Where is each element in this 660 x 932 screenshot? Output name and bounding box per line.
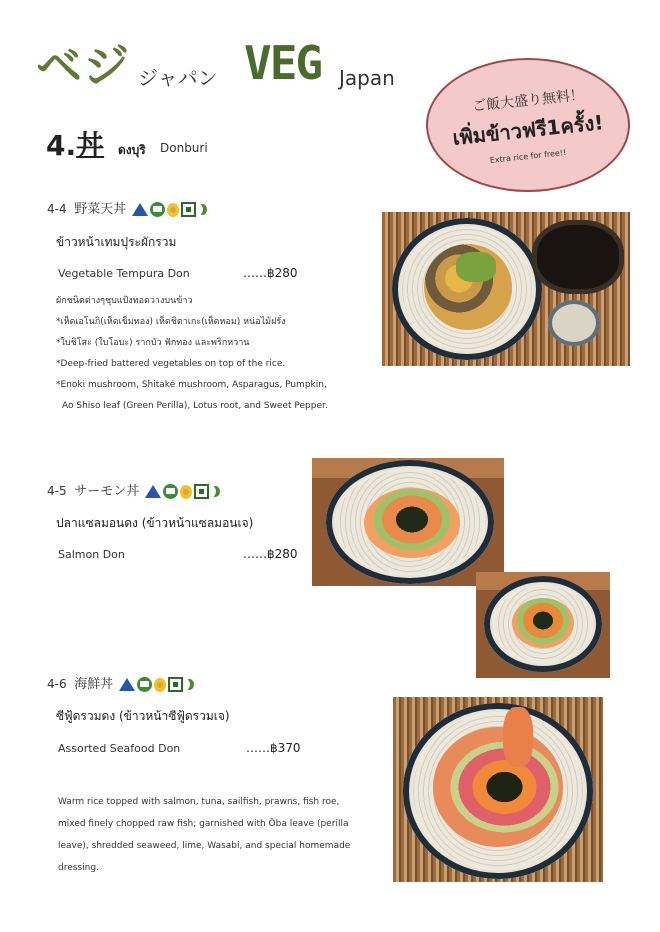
item-tags (119, 677, 194, 692)
item-code: 4-5 (47, 484, 67, 498)
salmon-don-photo (312, 458, 504, 586)
square-badge-icon (194, 484, 209, 499)
moon-icon (211, 486, 220, 497)
desc-line: *ใบชิโสะ (ใบโอบะ) รากบัว ฟักทอง และพริกหวาน (56, 338, 250, 348)
triangle-icon (119, 678, 135, 691)
item-english-name: Salmon Don (58, 548, 125, 561)
item-thai-name: ข้าวหน้าเทมปุระผักรวม (56, 235, 177, 249)
leaf-badge-icon (163, 484, 178, 499)
desc-line: *เห็ดเอโนกิ(เห็ดเข็มทอง) เห็ดชิตาเกะ(เห็ดหอม) หน่อไม้ฝรั่ง (56, 317, 286, 327)
desc-line: leave), shredded seaweed, lime, Wasabi, and special homemade (58, 841, 351, 851)
promo-line-en: Extra rice for free!! (489, 148, 567, 165)
item-price: ……฿280 (243, 266, 298, 280)
desc-line: *Enoki mushroom, Shitaké mushroom, Asparagus, Pumpkin, (56, 380, 327, 390)
brand-japan-label: Japan (339, 66, 395, 90)
desc-line: *Deep-fried battered vegetables on top of the rice. (56, 359, 286, 369)
promo-line-jp: ご飯大盛り無料！ (471, 87, 585, 115)
egg-badge-icon (167, 203, 179, 217)
desc-line: Ao Shiso leaf (Green Perilla), Lotus root, and Sweet Pepper. (62, 401, 328, 411)
section-number: 4. (46, 129, 77, 162)
leaf-badge-icon (150, 202, 165, 217)
item-price: ……฿370 (246, 741, 301, 755)
square-badge-icon (181, 202, 196, 217)
section-title (46, 124, 104, 164)
triangle-icon (145, 485, 161, 498)
item-4-4-heading (47, 198, 207, 217)
item-thai-name: ปลาแซลมอนดง (ข้าวหน้าแซลมอนเจ) (56, 516, 254, 530)
desc-line: ผักชนิดต่างๆชุบแป้งทอดวางบนข้าว (56, 296, 193, 306)
item-description (58, 791, 350, 879)
egg-badge-icon (180, 485, 192, 499)
item-price: ……฿280 (243, 547, 298, 561)
item-4-5-heading (47, 480, 220, 499)
leaf-badge-icon (137, 677, 152, 692)
item-jp-name: サーモン丼 (74, 484, 140, 499)
item-4-6-heading (47, 673, 194, 692)
square-badge-icon (168, 677, 183, 692)
egg-badge-icon (154, 678, 166, 692)
item-english-name: Vegetable Tempura Don (58, 267, 190, 280)
brand-jp-subtitle: ジャパン (138, 66, 218, 90)
desc-line: mixed finely chopped raw fish; garnished with Ōba leave (perilla (58, 819, 349, 829)
brand-jp-title: ベジ (36, 39, 130, 93)
item-jp-name: 野菜天丼 (74, 202, 127, 217)
desc-line: dressing. (58, 863, 99, 873)
item-code: 4-4 (47, 202, 67, 216)
promo-line-th: เพิ่มข้าวฟรี1ครั้ง! (451, 110, 605, 150)
assorted-seafood-photo (393, 697, 603, 882)
item-description (56, 291, 328, 417)
salmon-don-photo-2 (476, 572, 610, 678)
brand-veg-title: VEG (244, 36, 322, 90)
item-thai-name: ซีฟู้ดรวมดง (ข้าวหน้าซีฟู้ดรวมเจ) (56, 709, 230, 723)
item-tags (145, 484, 220, 499)
section-kanji: 丼 (76, 129, 105, 162)
moon-icon (198, 204, 207, 215)
vegetable-tempura-photo (382, 212, 630, 366)
moon-icon (185, 679, 194, 690)
section-english-label: Donburi (160, 141, 208, 155)
item-tags (132, 202, 207, 217)
item-code: 4-6 (47, 677, 67, 691)
free-rice-promo (426, 58, 630, 192)
item-english-name: Assorted Seafood Don (58, 742, 181, 755)
item-jp-name: 海鮮丼 (74, 677, 114, 692)
desc-line: Warm rice topped with salmon, tuna, sailfish, prawns, fish roe, (58, 797, 340, 807)
triangle-icon (132, 203, 148, 216)
section-thai-label: ดงบุริ (118, 143, 146, 157)
